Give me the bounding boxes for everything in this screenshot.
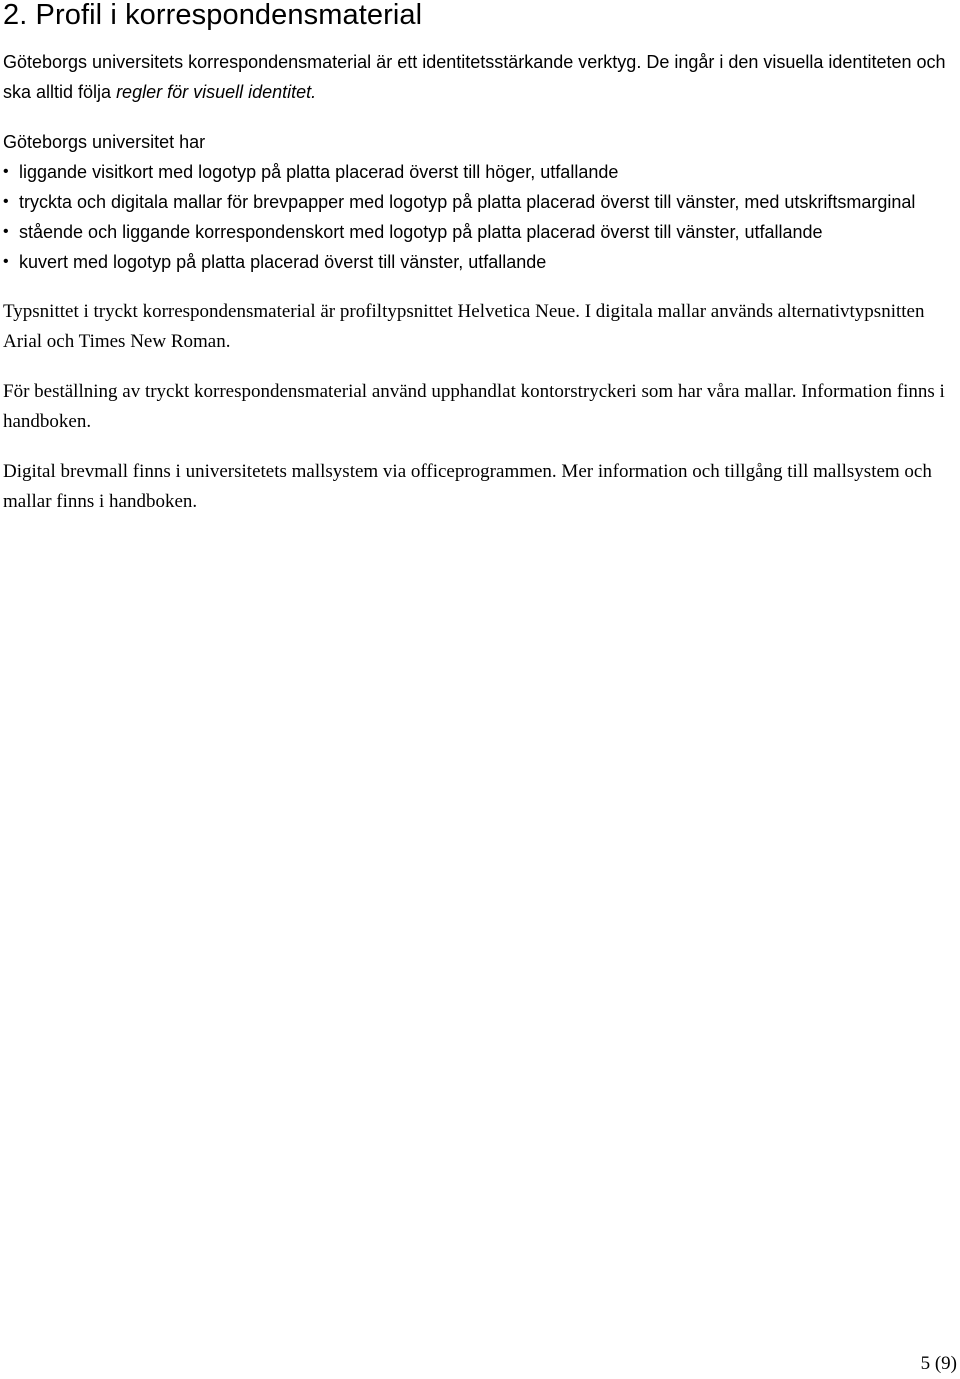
list-item-text: liggande visitkort med logotyp på platta placerad överst till höger, utfallande <box>19 162 619 182</box>
list-item-text: stående och liggande korrespondenskort med logotyp på platta placerad överst till vänster, utfallande <box>19 222 823 242</box>
list-item <box>3 247 953 277</box>
list-item-text: kuvert med logotyp på platta placerad överst till vänster, utfallande <box>19 252 547 272</box>
list-item-text: tryckta och digitala mallar för brevpapper med logotyp på platta placerad överst till vänster, med utskriftsmarginal <box>19 192 916 212</box>
bullet-icon: • <box>3 223 9 240</box>
material-list <box>3 157 953 277</box>
section-heading: 2. Profil i korrespondensmaterial <box>3 0 423 31</box>
bullet-icon: • <box>3 253 9 270</box>
visual-identity-link[interactable]: regler för visuell identitet. <box>116 82 317 102</box>
digital-template-paragraph: Digital brevmall finns i universitetets mallsystem via officeprogrammen. Mer information och tillgång till mallsystem och mallar finns i handboken. <box>3 461 932 512</box>
list-item <box>3 217 953 247</box>
list-item <box>3 157 953 187</box>
typeface-paragraph: Typsnittet i tryckt korrespondensmaterial är profiltypsnittet Helvetica Neue. I digitala mallar används alternativtypsnitten Arial och Times New Roman. <box>3 301 925 352</box>
ordering-paragraph: För beställning av tryckt korrespondensmaterial använd upphandlat kontorstryckeri som har våra mallar. Information finns i handboken. <box>3 381 945 432</box>
page-number: 5 (9) <box>920 1353 957 1374</box>
bullet-icon: • <box>3 163 9 180</box>
bullet-icon: • <box>3 193 9 210</box>
list-item <box>3 187 953 217</box>
document-page <box>3 0 953 517</box>
list-lead: Göteborgs universitet har <box>3 132 206 152</box>
intro-text: Göteborgs universitets korrespondensmaterial är ett identitetsstärkande verktyg. De ingår i den visuella identiteten och ska alltid följa <box>3 52 946 102</box>
intro-paragraph <box>3 47 953 107</box>
